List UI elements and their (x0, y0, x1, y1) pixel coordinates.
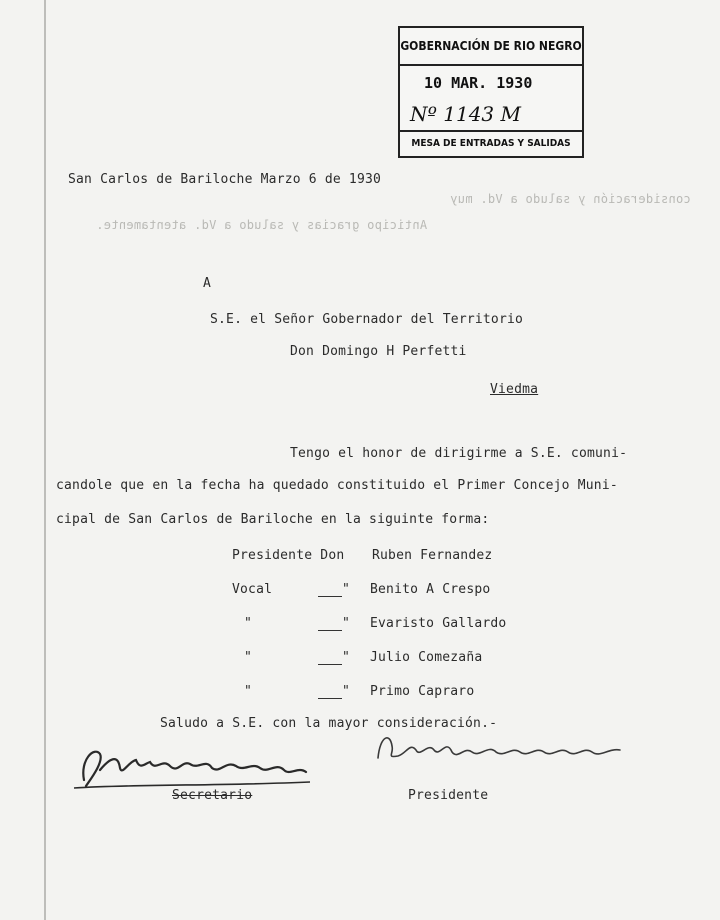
recipient-city: Viedma (490, 382, 539, 397)
member-4-name: Primo Capraro (370, 684, 475, 699)
body-line-1: Tengo el honor de dirigirme a S.E. comuni- (290, 446, 628, 461)
president-signature (372, 728, 630, 774)
body-line-2: candole que en la fecha ha quedado constituido el Primer Concejo Muni- (56, 478, 618, 493)
recipient-line-2: Don Domingo H Perfetti (290, 344, 467, 359)
recipient-line-1: S.E. el Señor Gobernador del Territorio (210, 312, 524, 327)
page-edge (44, 0, 46, 920)
stamp-date: 10 MAR. 1930 (424, 74, 533, 92)
stamp-header: GOBERNACIÓN DE RIO NEGRO (400, 28, 582, 66)
member-1-rule (318, 596, 342, 597)
member-2-ditto: " (342, 616, 351, 631)
secretary-title: Secretario (172, 788, 253, 803)
closing-line: Saludo a S.E. con la mayor consideración.- (160, 716, 498, 731)
member-4-label: " (244, 684, 253, 699)
place-date-line: San Carlos de Bariloche Marzo 6 de 1930 (68, 172, 382, 187)
member-4-rule (318, 698, 342, 699)
president-label: Presidente Don (232, 548, 345, 563)
bleed-through-line-1: consideración y saludo a Vd. muy (450, 192, 691, 206)
member-3-name: Julio Comezaña (370, 650, 483, 665)
member-3-label: " (244, 650, 253, 665)
salutation: A (203, 276, 212, 291)
member-4-ditto: " (342, 684, 351, 699)
president-name: Ruben Fernandez (372, 548, 493, 563)
president-title: Presidente (408, 788, 489, 803)
stamp-footer: MESA DE ENTRADAS Y SALIDAS (400, 130, 582, 156)
reception-stamp (398, 26, 584, 158)
member-3-ditto: " (342, 650, 351, 665)
body-line-3: cipal de San Carlos de Bariloche en la siguinte forma: (56, 512, 490, 527)
member-2-label: " (244, 616, 253, 631)
stamp-number: Nº 1143 M (410, 102, 521, 126)
member-2-rule (318, 630, 342, 631)
bleed-through-line-2: Anticipo gracias y saludo a Vd. atentamente. (96, 218, 428, 232)
member-1-label: Vocal (232, 582, 273, 597)
member-1-ditto: " (342, 582, 351, 597)
member-2-name: Evaristo Gallardo (370, 616, 507, 631)
member-1-name: Benito A Crespo (370, 582, 491, 597)
member-3-rule (318, 664, 342, 665)
